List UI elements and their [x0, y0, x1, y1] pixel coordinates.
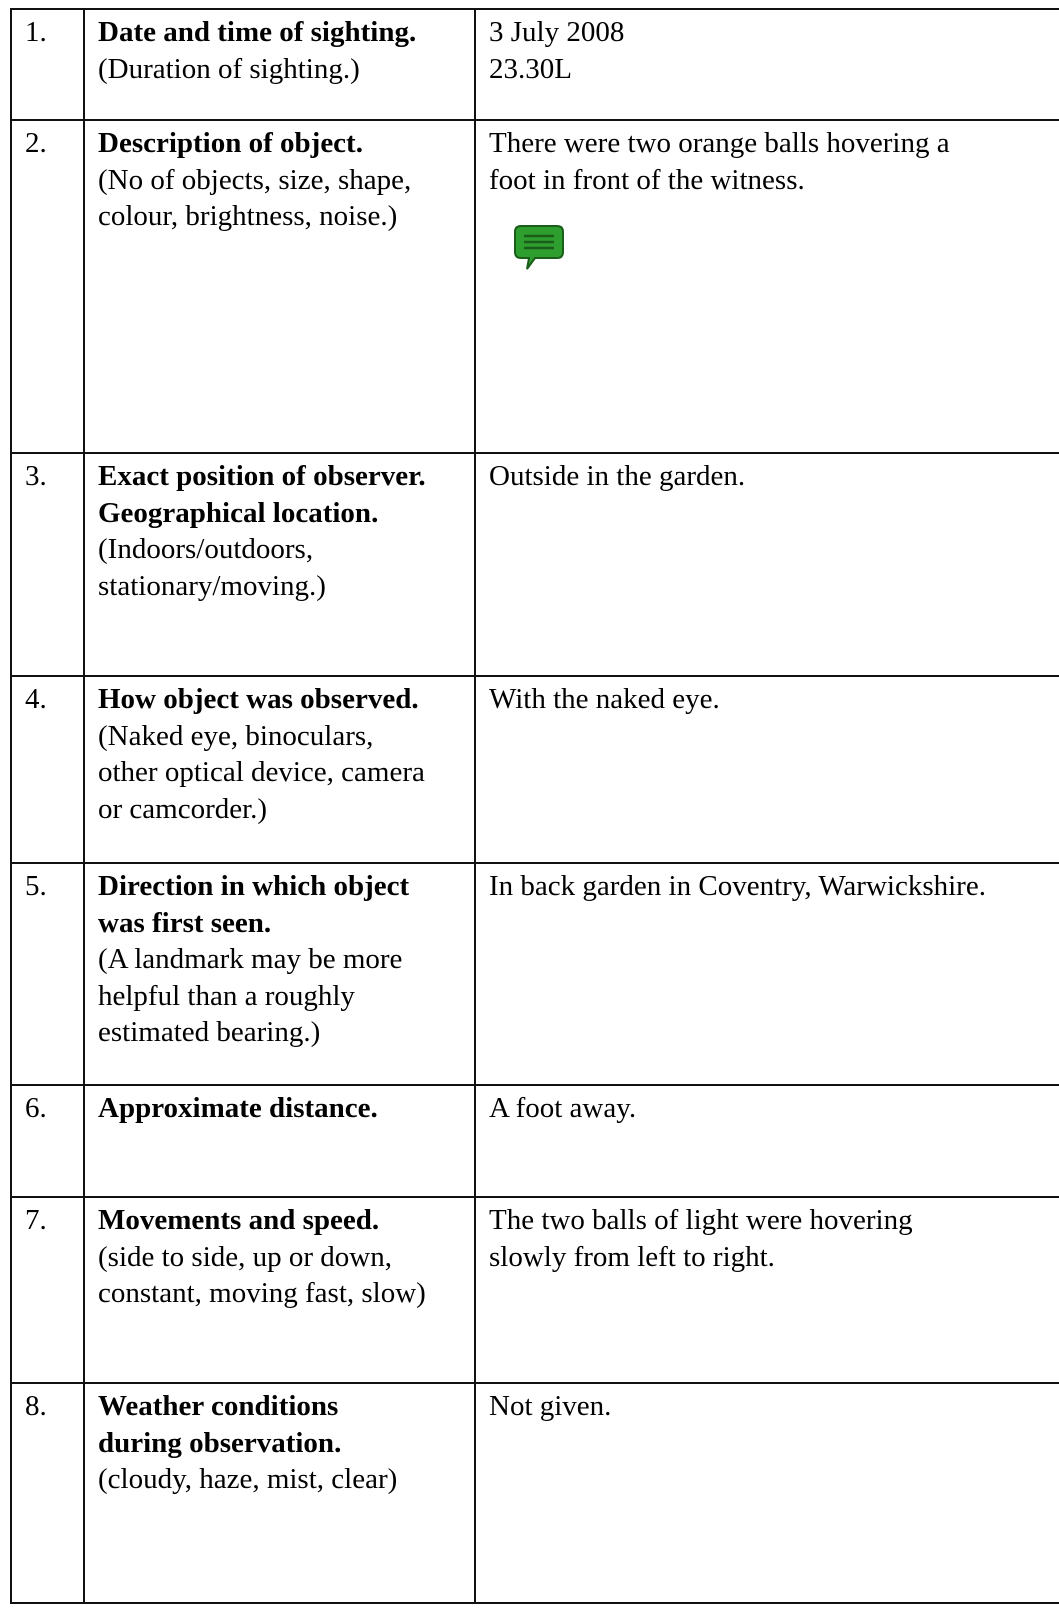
answer-text: A foot away. — [489, 1092, 637, 1124]
field-label-cell — [84, 453, 475, 676]
table-row — [11, 1383, 1059, 1603]
answer-text: In back garden in Coventry, Warwickshire. — [489, 870, 986, 902]
field-label: Date and time of sighting. — [98, 16, 417, 48]
row-number: 8. — [11, 1383, 84, 1603]
answer-text: Not given. — [489, 1390, 612, 1422]
sighting-report-table — [10, 8, 1059, 1604]
answer-text: 23.30L — [489, 52, 572, 85]
table-row — [11, 676, 1059, 863]
field-hint: colour, brightness, noise.) — [98, 200, 398, 232]
table-row — [11, 1197, 1059, 1383]
answer-text: The two balls of light were hovering — [489, 1204, 913, 1236]
field-label-cell — [84, 1085, 475, 1197]
field-hint: (A landmark may be more — [98, 943, 403, 975]
answer-cell — [475, 9, 1059, 120]
answer-cell — [475, 1383, 1059, 1603]
answer-cell — [475, 120, 1059, 453]
table-row — [11, 9, 1059, 120]
field-label-cell — [84, 120, 475, 453]
row-number: 7. — [11, 1197, 84, 1383]
field-hint: (No of objects, size, shape, — [98, 163, 412, 196]
field-label-cell — [84, 863, 475, 1085]
field-hint: (Naked eye, binoculars, — [98, 719, 374, 752]
comment-icon[interactable] — [513, 224, 565, 268]
row-number: 3. — [11, 453, 84, 676]
answer-cell — [475, 453, 1059, 676]
field-hint: or camcorder.) — [98, 792, 268, 825]
field-hint: helpful than a roughly — [98, 979, 355, 1012]
row-number: 6. — [11, 1085, 84, 1197]
field-label: Description of object. — [98, 127, 363, 159]
field-hint: (side to side, up or down, — [98, 1240, 392, 1273]
field-label: Geographical location. — [98, 496, 379, 529]
field-hint: (Indoors/outdoors, — [98, 533, 314, 565]
field-label-cell — [84, 9, 475, 120]
field-hint: constant, moving fast, slow) — [98, 1277, 426, 1309]
table-row — [11, 1085, 1059, 1197]
answer-text: With the naked eye. — [489, 683, 720, 715]
row-number: 5. — [11, 863, 84, 1085]
field-hint: stationary/moving.) — [98, 569, 326, 602]
field-label: Movements and speed. — [98, 1204, 380, 1236]
answer-text: foot in front of the witness. — [489, 163, 805, 196]
answer-cell — [475, 863, 1059, 1085]
answer-cell — [475, 676, 1059, 863]
field-hint: estimated bearing.) — [98, 1016, 321, 1048]
answer-cell — [475, 1085, 1059, 1197]
field-label: during observation. — [98, 1426, 342, 1459]
field-label-cell — [84, 1383, 475, 1603]
table-row — [11, 453, 1059, 676]
answer-text: 3 July 2008 — [489, 16, 625, 48]
table-row — [11, 863, 1059, 1085]
field-hint: other optical device, camera — [98, 756, 425, 788]
field-label: Direction in which object — [98, 870, 410, 902]
answer-cell — [475, 1197, 1059, 1383]
table-row — [11, 120, 1059, 453]
field-label: Weather conditions — [98, 1390, 339, 1422]
row-number: 4. — [11, 676, 84, 863]
field-label: Approximate distance. — [98, 1092, 378, 1124]
sighting-report-sheet — [10, 8, 1059, 1608]
field-label: was first seen. — [98, 906, 272, 939]
field-label-cell — [84, 1197, 475, 1383]
answer-text: There were two orange balls hovering a — [489, 127, 950, 159]
row-number: 1. — [11, 9, 84, 120]
field-hint: (Duration of sighting.) — [98, 52, 360, 85]
field-label: Exact position of observer. — [98, 460, 426, 492]
answer-text: slowly from left to right. — [489, 1240, 775, 1273]
field-hint: (cloudy, haze, mist, clear) — [98, 1463, 398, 1495]
answer-text: Outside in the garden. — [489, 460, 746, 492]
field-label: How object was observed. — [98, 683, 419, 715]
row-number: 2. — [11, 120, 84, 453]
field-label-cell — [84, 676, 475, 863]
